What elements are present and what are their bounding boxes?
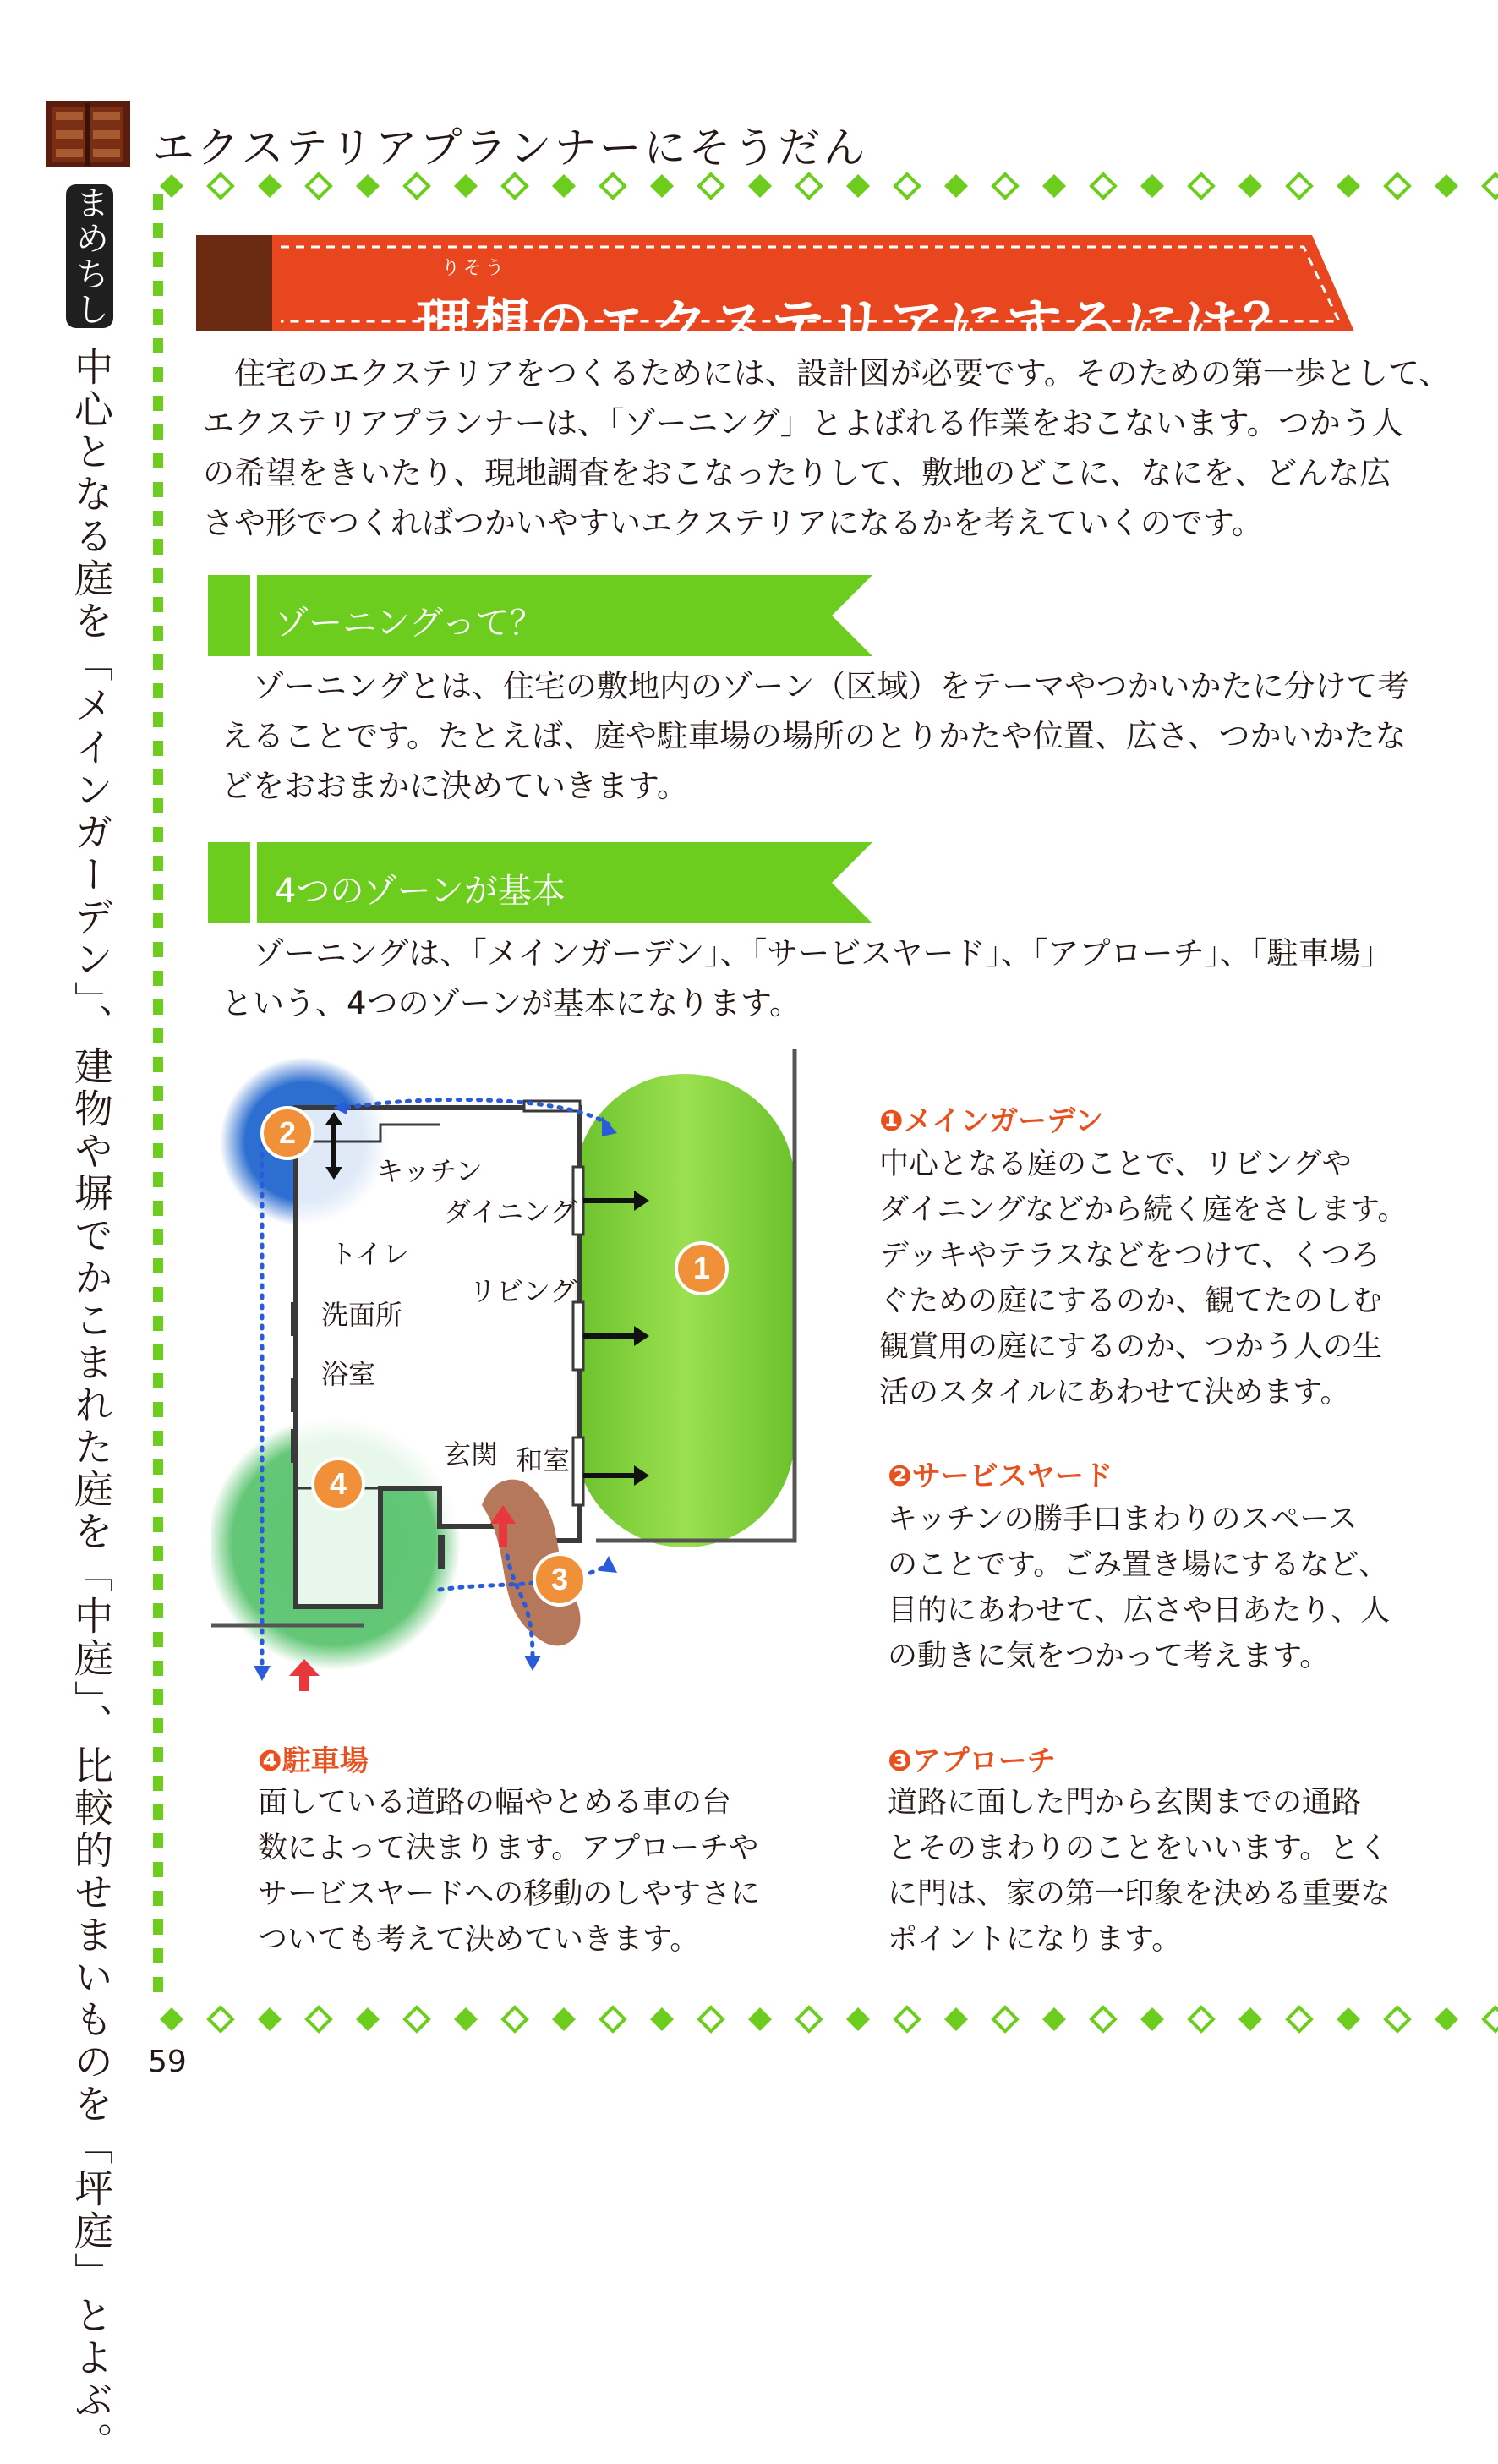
border-dash bbox=[153, 223, 163, 238]
zone2-heading: ❷サービスヤード bbox=[888, 1459, 1113, 1493]
border-dash bbox=[153, 913, 163, 928]
diamond-ornament bbox=[454, 2007, 478, 2031]
diamond-ornament bbox=[1091, 174, 1115, 198]
diamond-ornament bbox=[797, 174, 821, 198]
header-shelf-icon bbox=[44, 100, 132, 169]
zone-badge-1 bbox=[676, 1243, 727, 1294]
border-dash bbox=[153, 1862, 163, 1877]
border-dash bbox=[153, 1057, 163, 1072]
diamond-ornament bbox=[846, 2007, 870, 2031]
diamond-ornament bbox=[454, 174, 478, 198]
diamond-ornament bbox=[1189, 2007, 1213, 2031]
zone3-heading: ❸アプローチ bbox=[888, 1744, 1056, 1778]
border-dash bbox=[153, 597, 163, 612]
border-dash bbox=[153, 1402, 163, 1417]
intro-line: の希望をきいたり、現地調査をおこなったりして、敷地のどこに、なにを、どんな広 bbox=[203, 455, 1391, 491]
border-dash bbox=[153, 424, 163, 440]
intro-line: 住宅のエクステリアをつくるためには、設計図が必要です。そのための第一歩として、 bbox=[203, 355, 1451, 392]
zone1-line: 活のスタイルにあわせて決めます。 bbox=[879, 1376, 1350, 1410]
zone1-line: 観賞用の庭にするのか、つかう人の生 bbox=[879, 1330, 1383, 1364]
room-label-dining: ダイニング bbox=[444, 1196, 577, 1228]
border-dash bbox=[153, 1488, 163, 1503]
border-dash bbox=[153, 539, 163, 555]
diamond-ornament bbox=[307, 174, 331, 198]
diamond-ornament bbox=[552, 174, 576, 198]
border-dash bbox=[153, 281, 163, 296]
left-dashed-border bbox=[150, 194, 166, 1996]
diamond-ornament bbox=[1337, 174, 1360, 198]
diamond-ornament bbox=[1288, 2007, 1311, 2031]
diamond-ornament bbox=[1042, 2007, 1066, 2031]
border-dash bbox=[153, 1431, 163, 1446]
border-dash bbox=[153, 1258, 163, 1273]
zone-badge-number: 4 bbox=[329, 1466, 347, 1501]
zones-line: ゾーニングは、「メインガーデン」、「サービスヤード」、「アプローチ」、「駐車場」 bbox=[221, 935, 1392, 972]
border-dash bbox=[153, 1114, 163, 1130]
border-dash bbox=[153, 1977, 163, 1992]
diamond-ornament bbox=[258, 2007, 282, 2031]
zone2-line: のことです。ごみ置き場にするなど、 bbox=[888, 1548, 1389, 1582]
border-dash bbox=[153, 971, 163, 986]
room-label-bathroom: 浴室 bbox=[321, 1358, 376, 1390]
zone-badge-number: 2 bbox=[278, 1115, 297, 1150]
diamond-ornament bbox=[503, 174, 527, 198]
border-dash bbox=[153, 1344, 163, 1360]
zones-line: という、4つのゾーンが基本になります。 bbox=[221, 985, 801, 1021]
diamond-ornament bbox=[1042, 174, 1066, 198]
room-label-living: リビング bbox=[469, 1275, 577, 1307]
zone3-line: ポイントになります。 bbox=[888, 1923, 1182, 1957]
border-dash bbox=[153, 1804, 163, 1820]
diamond-ornament bbox=[160, 2007, 183, 2031]
section-zoning-heading: ゾーニングって？ bbox=[275, 604, 544, 643]
diamond-ornament bbox=[1484, 2007, 1498, 2031]
diamond-ornament bbox=[748, 174, 772, 198]
border-dash bbox=[153, 1661, 163, 1676]
zone4-text bbox=[258, 1780, 760, 1963]
diamond-ornament bbox=[797, 2007, 821, 2031]
banner-title bbox=[416, 254, 1303, 360]
border-dash bbox=[153, 1603, 163, 1618]
side-note-text: 中心となる庭を「メインガーデン」、建物や塀でかこまれた庭を「中庭」、比較的せまいものを「坪庭」とよぶ。 bbox=[68, 347, 114, 2464]
diamond-ornament bbox=[1386, 174, 1409, 198]
zoning-line: ゾーニングとは、住宅の敷地内のゾーン（区域）をテーマやつかいかたに分けて考 bbox=[221, 668, 1409, 704]
border-dash bbox=[153, 712, 163, 727]
intro-line: エクステリアプランナーは、「ゾーニング」とよばれる作業をおこないます。つかう人 bbox=[203, 405, 1403, 441]
diamond-ornament bbox=[1238, 174, 1262, 198]
zone3-line: 道路に面した門から玄関までの通路 bbox=[888, 1786, 1362, 1820]
zoning-line: どをおおまかに決めていきます。 bbox=[221, 768, 689, 804]
border-dash bbox=[153, 1459, 163, 1475]
zone4-line: 数によって決まります。アプローチや bbox=[258, 1832, 759, 1865]
diamond-ornament bbox=[601, 174, 625, 198]
diamond-ornament bbox=[405, 2007, 429, 2031]
border-dash bbox=[153, 1143, 163, 1158]
border-dash bbox=[153, 1229, 163, 1245]
room-label-washroom: 洗面所 bbox=[321, 1299, 403, 1331]
room-label-kitchen: キッチン bbox=[376, 1155, 483, 1187]
room-label-entrance: 玄関 bbox=[444, 1438, 499, 1470]
section-basic-heading: 4つのゾーンが基本 bbox=[275, 872, 566, 911]
border-dash bbox=[153, 367, 163, 382]
border-dash bbox=[153, 1028, 163, 1043]
top-diamond-border bbox=[156, 169, 1498, 203]
diamond-ornament bbox=[1091, 2007, 1115, 2031]
border-dash bbox=[153, 1891, 163, 1906]
border-dash bbox=[153, 654, 163, 670]
diamond-ornament bbox=[993, 2007, 1017, 2031]
border-dash bbox=[153, 1316, 163, 1331]
border-dash bbox=[153, 511, 163, 526]
banner-title-text: 理想のエクステリアにするには？ bbox=[416, 293, 1303, 358]
border-dash bbox=[153, 1948, 163, 1963]
diamond-ornament bbox=[1238, 2007, 1262, 2031]
zone4-heading: ❹駐車場 bbox=[258, 1744, 369, 1778]
zone1-line: 中心となる庭のことで、リビングや bbox=[879, 1147, 1352, 1181]
diamond-ornament bbox=[1288, 174, 1311, 198]
border-dash bbox=[153, 1833, 163, 1848]
border-dash bbox=[153, 1776, 163, 1791]
zone1-line: ぐための庭にするのか、観てたのしむ bbox=[879, 1284, 1383, 1318]
zone4-line: サービスヤードへの移動のしやすさに bbox=[258, 1877, 761, 1911]
border-dash bbox=[153, 1747, 163, 1762]
page-number: 59 bbox=[148, 2045, 187, 2079]
diamond-ornament bbox=[1435, 2007, 1458, 2031]
zone1-line: ダイニングなどから続く庭をさします。 bbox=[879, 1193, 1408, 1227]
diamond-ornament bbox=[209, 2007, 232, 2031]
diamond-ornament bbox=[1189, 174, 1213, 198]
zone-badge-number: 3 bbox=[550, 1562, 569, 1596]
diamond-ornament bbox=[944, 2007, 968, 2031]
border-dash bbox=[153, 396, 163, 411]
border-dash bbox=[153, 999, 163, 1015]
diamond-ornament bbox=[601, 2007, 625, 2031]
border-dash bbox=[153, 1172, 163, 1187]
border-dash bbox=[153, 1201, 163, 1216]
diamond-ornament bbox=[895, 174, 919, 198]
border-dash bbox=[153, 1632, 163, 1647]
border-dash bbox=[153, 884, 163, 900]
border-dash bbox=[153, 1373, 163, 1388]
diamond-ornament bbox=[1337, 2007, 1360, 2031]
border-dash bbox=[153, 856, 163, 871]
bottom-diamond-border bbox=[156, 2002, 1498, 2036]
zone2-text bbox=[888, 1497, 1390, 1679]
diamond-ornament bbox=[895, 2007, 919, 2031]
diamond-ornament bbox=[1484, 174, 1498, 198]
zones-paragraph bbox=[221, 928, 1392, 1028]
zone1-text bbox=[879, 1142, 1407, 1415]
border-dash bbox=[153, 309, 163, 325]
diamond-ornament bbox=[1140, 174, 1164, 198]
diamond-ornament bbox=[258, 174, 282, 198]
zone4-line: ついても考えて決めていきます。 bbox=[258, 1923, 700, 1957]
banner-ruby: りそう bbox=[441, 258, 508, 279]
zone-badge-3 bbox=[534, 1554, 585, 1605]
border-dash bbox=[153, 338, 163, 353]
diamond-ornament bbox=[944, 174, 968, 198]
border-dash bbox=[153, 453, 163, 468]
border-dash bbox=[153, 827, 163, 842]
border-dash bbox=[153, 568, 163, 583]
zone2-line: 目的にあわせて、広さや日あたり、人 bbox=[888, 1594, 1391, 1628]
zone-badge-2 bbox=[262, 1108, 313, 1158]
border-dash bbox=[153, 1517, 163, 1532]
zone1-heading: ❶メインガーデン bbox=[879, 1104, 1104, 1138]
side-note-label: まめちしき bbox=[66, 184, 113, 328]
zone-badge-number: 1 bbox=[692, 1251, 711, 1285]
border-dash bbox=[153, 1718, 163, 1733]
diamond-ornament bbox=[650, 2007, 674, 2031]
diamond-ornament bbox=[1386, 2007, 1409, 2031]
diamond-ornament bbox=[209, 174, 232, 198]
room-label-toilet: トイレ bbox=[330, 1238, 410, 1270]
border-dash bbox=[153, 1689, 163, 1705]
border-dash bbox=[153, 482, 163, 497]
diamond-ornament bbox=[1435, 174, 1458, 198]
zoning-diagram bbox=[211, 1049, 820, 1691]
diamond-ornament bbox=[356, 2007, 380, 2031]
zoning-paragraph bbox=[221, 661, 1409, 811]
diamond-ornament bbox=[748, 2007, 772, 2031]
border-dash bbox=[153, 1086, 163, 1101]
diamond-ornament bbox=[699, 174, 723, 198]
intro-paragraph bbox=[203, 348, 1451, 548]
diamond-ornament bbox=[307, 2007, 331, 2031]
diamond-ornament bbox=[503, 2007, 527, 2031]
border-dash bbox=[153, 741, 163, 756]
zone4-line: 面している道路の幅やとめる車の台 bbox=[258, 1786, 732, 1820]
border-dash bbox=[153, 769, 163, 785]
zone-badge-4 bbox=[313, 1459, 364, 1509]
border-dash bbox=[153, 1546, 163, 1561]
zone3-line: に門は、家の第一印象を決める重要な bbox=[888, 1877, 1391, 1911]
border-dash bbox=[153, 626, 163, 641]
border-dash bbox=[153, 252, 163, 267]
zone3-line: とそのまわりのことをいいます。とく bbox=[888, 1832, 1389, 1865]
border-dash bbox=[153, 1919, 163, 1935]
border-dash bbox=[153, 798, 163, 813]
diamond-ornament bbox=[552, 2007, 576, 2031]
zone2-line: の動きに気をつかって考えます。 bbox=[888, 1640, 1330, 1673]
border-dash bbox=[153, 194, 163, 210]
border-dash bbox=[153, 1574, 163, 1590]
diamond-ornament bbox=[846, 174, 870, 198]
diamond-ornament bbox=[356, 174, 380, 198]
diamond-ornament bbox=[699, 2007, 723, 2031]
room-label-japanese-room: 和室 bbox=[516, 1444, 571, 1476]
zone2-line: キッチンの勝手口まわりのスペース bbox=[888, 1503, 1358, 1536]
diamond-ornament bbox=[405, 174, 429, 198]
diamond-ornament bbox=[993, 174, 1017, 198]
border-dash bbox=[153, 1287, 163, 1302]
intro-line: さや形でつくればつかいやすいエクステリアになるかを考えていくのです。 bbox=[203, 505, 1263, 541]
diamond-ornament bbox=[650, 174, 674, 198]
diamond-ornament bbox=[1140, 2007, 1164, 2031]
border-dash bbox=[153, 683, 163, 698]
border-dash bbox=[153, 942, 163, 957]
zone3-text bbox=[888, 1780, 1391, 1963]
zone1-line: デッキやテラスなどをつけて、くつろ bbox=[879, 1239, 1380, 1273]
zoning-line: えることです。たとえば、庭や駐車場の場所のとりかたや位置、広さ、つかいかたな bbox=[221, 718, 1407, 754]
chapter-title: エクステリアプランナーにそうだん bbox=[152, 123, 868, 172]
